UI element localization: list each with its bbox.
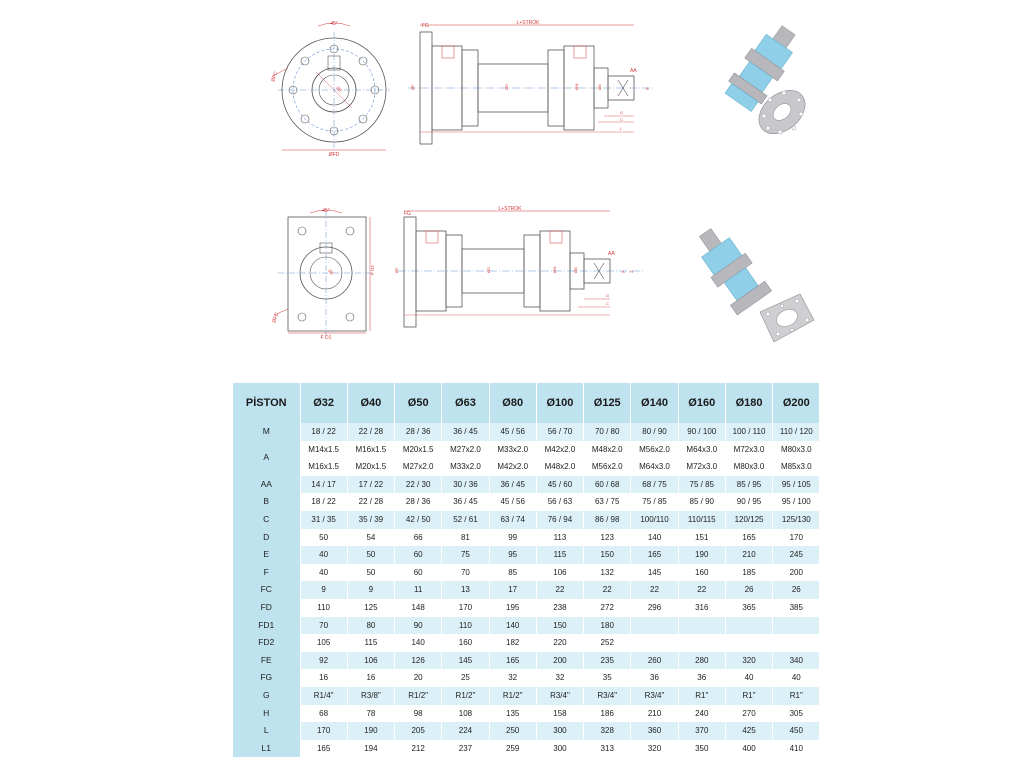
header-col: Ø200: [773, 383, 820, 423]
row-label: A: [233, 441, 300, 476]
c-dim-label-2: C: [606, 301, 609, 306]
table-cell: 86 / 98: [584, 511, 631, 529]
row-label: C: [233, 511, 300, 529]
table-row: [233, 634, 820, 652]
piston-dimension-table: [233, 383, 820, 757]
table-cell: 145: [631, 564, 678, 582]
table-cell: 300: [536, 722, 583, 740]
m-dim-label-2: ØM: [552, 266, 557, 273]
table-cell: 66: [395, 529, 442, 547]
table-cell: 56 / 63: [536, 493, 583, 511]
table-cell: 76 / 94: [536, 511, 583, 529]
header-col: Ø100: [536, 383, 583, 423]
table-row: [233, 599, 820, 617]
table-cell: 85: [489, 564, 536, 582]
table-cell: 110/115: [678, 511, 725, 529]
table-cell: 60: [395, 564, 442, 582]
table-cell: 320: [631, 740, 678, 758]
table-cell: 194: [347, 740, 394, 758]
b-dim-label-2: ØB: [573, 267, 578, 273]
table-cell: 90 / 95: [725, 493, 772, 511]
g-dim-label: G: [620, 110, 624, 115]
angle-label-2: 45°: [322, 208, 330, 214]
l-dim-label: L: [620, 126, 623, 131]
table-cell: 25: [442, 669, 489, 687]
table-cell: 151: [678, 529, 725, 547]
table-cell: 165: [725, 529, 772, 547]
table-cell: 22: [631, 581, 678, 599]
table-row: [233, 511, 820, 529]
table-cell: 140: [489, 617, 536, 635]
row-label: E: [233, 546, 300, 564]
table-cell: 50: [347, 546, 394, 564]
row-label: AA: [233, 476, 300, 494]
table-cell: 125/130: [773, 511, 820, 529]
b-dim-label: ØB: [597, 84, 602, 90]
table-cell: M16x1.5: [300, 458, 347, 476]
table-cell: 165: [631, 546, 678, 564]
square-flange-front-view: [268, 205, 378, 340]
row-label: F: [233, 564, 300, 582]
table-cell: 70 / 80: [584, 423, 631, 441]
table-cell: 200: [773, 564, 820, 582]
header-col: Ø80: [489, 383, 536, 423]
table-cell: 22: [536, 581, 583, 599]
table-cell: M33x2.0: [442, 458, 489, 476]
table-row: [233, 564, 820, 582]
table-cell: 36: [631, 669, 678, 687]
table-cell: 106: [536, 564, 583, 582]
row-label: FG: [233, 669, 300, 687]
table-cell: 60: [395, 546, 442, 564]
table-row: [233, 722, 820, 740]
table-cell: 385: [773, 599, 820, 617]
table-cell: 316: [678, 599, 725, 617]
table-cell: 13: [442, 581, 489, 599]
a-dim-label-2: A: [622, 269, 625, 274]
table-cell: 360: [631, 722, 678, 740]
m-dim-label: ØM: [574, 83, 579, 90]
row-label: FD1: [233, 617, 300, 635]
table-cell: 158: [536, 705, 583, 723]
table-cell: 180: [584, 617, 631, 635]
table-cell: 17 / 22: [347, 476, 394, 494]
table-cell: 320: [725, 652, 772, 670]
table-cell: 125: [347, 599, 394, 617]
round-flange-side-view: [408, 18, 656, 143]
table-cell: 235: [584, 652, 631, 670]
table-cell: 35 / 39: [347, 511, 394, 529]
table-cell: 80: [347, 617, 394, 635]
table-row: [233, 617, 820, 635]
table-cell: 126: [395, 652, 442, 670]
table-cell: 140: [395, 634, 442, 652]
table-cell: [725, 634, 772, 652]
h-dim-label-2: H: [630, 269, 633, 274]
table-cell: 165: [489, 652, 536, 670]
table-cell: 115: [347, 634, 394, 652]
table-cell: 28 / 36: [395, 423, 442, 441]
table-cell: 78: [347, 705, 394, 723]
table-cell: 68 / 75: [631, 476, 678, 494]
table-cell: R1/2": [489, 687, 536, 705]
table-cell: 22 / 28: [347, 423, 394, 441]
table-cell: 296: [631, 599, 678, 617]
table-row: [233, 687, 820, 705]
stroke-label-2: L+STROK: [498, 206, 522, 212]
table-cell: M20x1.5: [395, 441, 442, 459]
table-row: [233, 652, 820, 670]
table-row: [233, 529, 820, 547]
header-col: Ø140: [631, 383, 678, 423]
table-cell: M72x3.0: [725, 441, 772, 459]
table-cell: 220: [536, 634, 583, 652]
table-cell: 50: [347, 564, 394, 582]
table-cell: 95 / 100: [773, 493, 820, 511]
table-cell: 9: [300, 581, 347, 599]
table-cell: 135: [489, 705, 536, 723]
table-cell: 75 / 85: [631, 493, 678, 511]
table-cell: 95 / 105: [773, 476, 820, 494]
table-cell: M27x2.0: [395, 458, 442, 476]
table-cell: 90 / 100: [678, 423, 725, 441]
table-cell: 45 / 56: [489, 493, 536, 511]
table-cell: M56x2.0: [584, 458, 631, 476]
table-cell: 70: [442, 564, 489, 582]
g-dim-label-2: G: [606, 293, 610, 298]
table-cell: 85 / 90: [678, 493, 725, 511]
round-flange-cylinder-render: [690, 20, 820, 140]
header-piston: PİSTON: [233, 383, 300, 423]
stroke-label: L+STROK: [516, 20, 540, 26]
table-cell: 40: [725, 669, 772, 687]
table-cell: 185: [725, 564, 772, 582]
table-cell: 75: [442, 546, 489, 564]
table-cell: 237: [442, 740, 489, 758]
table-cell: M64x3.0: [678, 441, 725, 459]
table-cell: 400: [725, 740, 772, 758]
table-cell: M42x2.0: [489, 458, 536, 476]
table-cell: 106: [347, 652, 394, 670]
table-cell: R3/8": [347, 687, 394, 705]
table-cell: 110 / 120: [773, 423, 820, 441]
aa-dim-label: AA: [630, 68, 637, 74]
table-cell: 170: [300, 722, 347, 740]
table-cell: 105: [300, 634, 347, 652]
table-cell: 56 / 70: [536, 423, 583, 441]
table-row: [233, 476, 820, 494]
table-cell: 26: [725, 581, 772, 599]
table-cell: 14 / 17: [300, 476, 347, 494]
table-cell: 280: [678, 652, 725, 670]
table-cell: 120/125: [725, 511, 772, 529]
row-label: FD2: [233, 634, 300, 652]
table-row: [233, 423, 820, 441]
table-cell: 32: [489, 669, 536, 687]
table-cell: 110: [442, 617, 489, 635]
table-cell: 340: [773, 652, 820, 670]
bolt-hole-label: ØFC: [270, 70, 280, 83]
table-cell: 40: [773, 669, 820, 687]
table-cell: 150: [584, 546, 631, 564]
table-cell: 252: [584, 634, 631, 652]
table-cell: 68: [300, 705, 347, 723]
row-label: M: [233, 423, 300, 441]
header-col: Ø50: [395, 383, 442, 423]
table-cell: 165: [300, 740, 347, 758]
f-dim-label-2: ØF: [394, 267, 399, 273]
table-cell: 9: [347, 581, 394, 599]
table-cell: 36 / 45: [442, 423, 489, 441]
table-cell: 98: [395, 705, 442, 723]
row-label: D: [233, 529, 300, 547]
table-cell: M56x2.0: [631, 441, 678, 459]
table-cell: 425: [725, 722, 772, 740]
header-col: Ø160: [678, 383, 725, 423]
table-cell: 238: [536, 599, 583, 617]
table-cell: [678, 617, 725, 635]
table-cell: M14x1.5: [300, 441, 347, 459]
table-cell: 45 / 60: [536, 476, 583, 494]
table-cell: 95: [489, 546, 536, 564]
c-dim-label: C: [620, 117, 623, 122]
table-cell: R1/4": [300, 687, 347, 705]
table-cell: R3/4": [631, 687, 678, 705]
table-row: [233, 546, 820, 564]
table-cell: M80x3.0: [725, 458, 772, 476]
table-cell: 40: [300, 546, 347, 564]
row-label: FD: [233, 599, 300, 617]
table-cell: M64x3.0: [631, 458, 678, 476]
table-cell: 60 / 68: [584, 476, 631, 494]
table-cell: 212: [395, 740, 442, 758]
row-label: FE: [233, 652, 300, 670]
row-label: H: [233, 705, 300, 723]
table-cell: 313: [584, 740, 631, 758]
table-cell: 140: [631, 529, 678, 547]
table-cell: 16: [347, 669, 394, 687]
table-cell: 224: [442, 722, 489, 740]
table-cell: 70: [300, 617, 347, 635]
table-cell: 148: [395, 599, 442, 617]
table-cell: 45 / 56: [489, 423, 536, 441]
table-cell: 240: [678, 705, 725, 723]
table-cell: 22: [678, 581, 725, 599]
table-cell: M27x2.0: [442, 441, 489, 459]
table-cell: 80 / 90: [631, 423, 678, 441]
table-cell: 190: [678, 546, 725, 564]
d-dim-label-2: ØD: [486, 267, 491, 273]
table-cell: 63 / 74: [489, 511, 536, 529]
fg-label-2: FG: [404, 211, 411, 217]
table-cell: 100 / 110: [725, 423, 772, 441]
table-cell: 260: [631, 652, 678, 670]
table-cell: 113: [536, 529, 583, 547]
table-row: [233, 581, 820, 599]
table-cell: 36 / 45: [489, 476, 536, 494]
table-cell: R3/4": [584, 687, 631, 705]
square-flange-side-view: [394, 205, 648, 330]
aa-dim-label-2: AA: [608, 251, 615, 257]
row-label: G: [233, 687, 300, 705]
table-cell: 22 / 28: [347, 493, 394, 511]
a-dim-label: A: [646, 86, 649, 91]
table-cell: M20x1.5: [347, 458, 394, 476]
table-cell: M80x3.0: [773, 441, 820, 459]
table-cell: [631, 617, 678, 635]
table-cell: 170: [442, 599, 489, 617]
table-cell: M48x2.0: [584, 441, 631, 459]
table-cell: 210: [725, 546, 772, 564]
table-cell: R1": [725, 687, 772, 705]
center-mark-label: ØE: [335, 85, 343, 93]
table-cell: 36 / 45: [442, 493, 489, 511]
table-cell: 75 / 85: [678, 476, 725, 494]
table-cell: 92: [300, 652, 347, 670]
table-cell: 40: [300, 564, 347, 582]
table-cell: 110: [300, 599, 347, 617]
flange-dia-label: ØFD: [328, 152, 340, 158]
table-cell: 99: [489, 529, 536, 547]
table-cell: 52 / 61: [442, 511, 489, 529]
header-col: Ø125: [584, 383, 631, 423]
table-cell: 210: [631, 705, 678, 723]
table-cell: 205: [395, 722, 442, 740]
table-cell: 245: [773, 546, 820, 564]
table-cell: 259: [489, 740, 536, 758]
table-cell: M85x3.0: [773, 458, 820, 476]
header-col: Ø32: [300, 383, 347, 423]
table-cell: [773, 634, 820, 652]
table-cell: 186: [584, 705, 631, 723]
table-cell: 123: [584, 529, 631, 547]
table-row: [233, 669, 820, 687]
angle-label: 45°: [330, 21, 338, 27]
table-cell: 31 / 35: [300, 511, 347, 529]
table-cell: 11: [395, 581, 442, 599]
fg-label: FG: [422, 23, 429, 29]
table-row: [233, 740, 820, 758]
table-cell: 300: [536, 740, 583, 758]
table-header-row: [233, 383, 820, 423]
table-cell: [631, 634, 678, 652]
table-cell: 28 / 36: [395, 493, 442, 511]
table-cell: 145: [442, 652, 489, 670]
table-cell: [773, 617, 820, 635]
table-cell: 81: [442, 529, 489, 547]
table-cell: 170: [773, 529, 820, 547]
table-row: [233, 493, 820, 511]
row-label: B: [233, 493, 300, 511]
table-cell: 160: [678, 564, 725, 582]
table-cell: 450: [773, 722, 820, 740]
table-cell: [725, 617, 772, 635]
table-cell: 16: [300, 669, 347, 687]
table-cell: 100/110: [631, 511, 678, 529]
table-cell: 195: [489, 599, 536, 617]
round-flange-front-view: [268, 18, 403, 158]
table-cell: 365: [725, 599, 772, 617]
table-cell: 150: [536, 617, 583, 635]
table-cell: R1/2": [442, 687, 489, 705]
table-cell: 350: [678, 740, 725, 758]
table-cell: M48x2.0: [536, 458, 583, 476]
table-cell: 26: [773, 581, 820, 599]
table-cell: 30 / 36: [442, 476, 489, 494]
table-cell: 182: [489, 634, 536, 652]
table-cell: 160: [442, 634, 489, 652]
table-cell: 115: [536, 546, 583, 564]
table-cell: 410: [773, 740, 820, 758]
header-col: Ø40: [347, 383, 394, 423]
table-row: [233, 458, 820, 476]
row-label: L1: [233, 740, 300, 758]
table-cell: 108: [442, 705, 489, 723]
table-cell: 54: [347, 529, 394, 547]
table-cell: 132: [584, 564, 631, 582]
table-cell: R3/4": [536, 687, 583, 705]
bolt-hole-label-2: ØFC: [271, 311, 281, 324]
header-col: Ø63: [442, 383, 489, 423]
table-cell: 328: [584, 722, 631, 740]
table-cell: 20: [395, 669, 442, 687]
table-cell: 18 / 22: [300, 493, 347, 511]
table-cell: 22 / 30: [395, 476, 442, 494]
table-cell: R1/2": [395, 687, 442, 705]
fd1-label: F D1: [320, 335, 332, 341]
table-cell: 370: [678, 722, 725, 740]
table-cell: 63 / 75: [584, 493, 631, 511]
table-cell: 22: [584, 581, 631, 599]
square-flange-cylinder-render: [682, 220, 822, 350]
table-row: [233, 705, 820, 723]
table-row: [233, 441, 820, 459]
table-cell: 200: [536, 652, 583, 670]
table-cell: 42 / 50: [395, 511, 442, 529]
table-cell: 190: [347, 722, 394, 740]
row-label: L: [233, 722, 300, 740]
f-dim-label: ØF: [410, 84, 415, 90]
table-cell: 17: [489, 581, 536, 599]
table-cell: 90: [395, 617, 442, 635]
table-cell: R1": [678, 687, 725, 705]
header-col: Ø180: [725, 383, 772, 423]
table-cell: 85 / 95: [725, 476, 772, 494]
table-cell: M16x1.5: [347, 441, 394, 459]
table-cell: 305: [773, 705, 820, 723]
row-label: FC: [233, 581, 300, 599]
table-cell: M72x3.0: [678, 458, 725, 476]
table-cell: 32: [536, 669, 583, 687]
table-cell: 250: [489, 722, 536, 740]
table-cell: 50: [300, 529, 347, 547]
table-cell: 272: [584, 599, 631, 617]
table-cell: 36: [678, 669, 725, 687]
table-cell: R1": [773, 687, 820, 705]
center-mark-label-2: ØE: [327, 268, 335, 276]
table-cell: M33x2.0: [489, 441, 536, 459]
d-dim-label: ØD: [504, 84, 509, 90]
fd2-label: F D2: [370, 265, 375, 275]
table-cell: 35: [584, 669, 631, 687]
table-cell: M42x2.0: [536, 441, 583, 459]
table-cell: 270: [725, 705, 772, 723]
table-cell: 18 / 22: [300, 423, 347, 441]
table-cell: [678, 634, 725, 652]
